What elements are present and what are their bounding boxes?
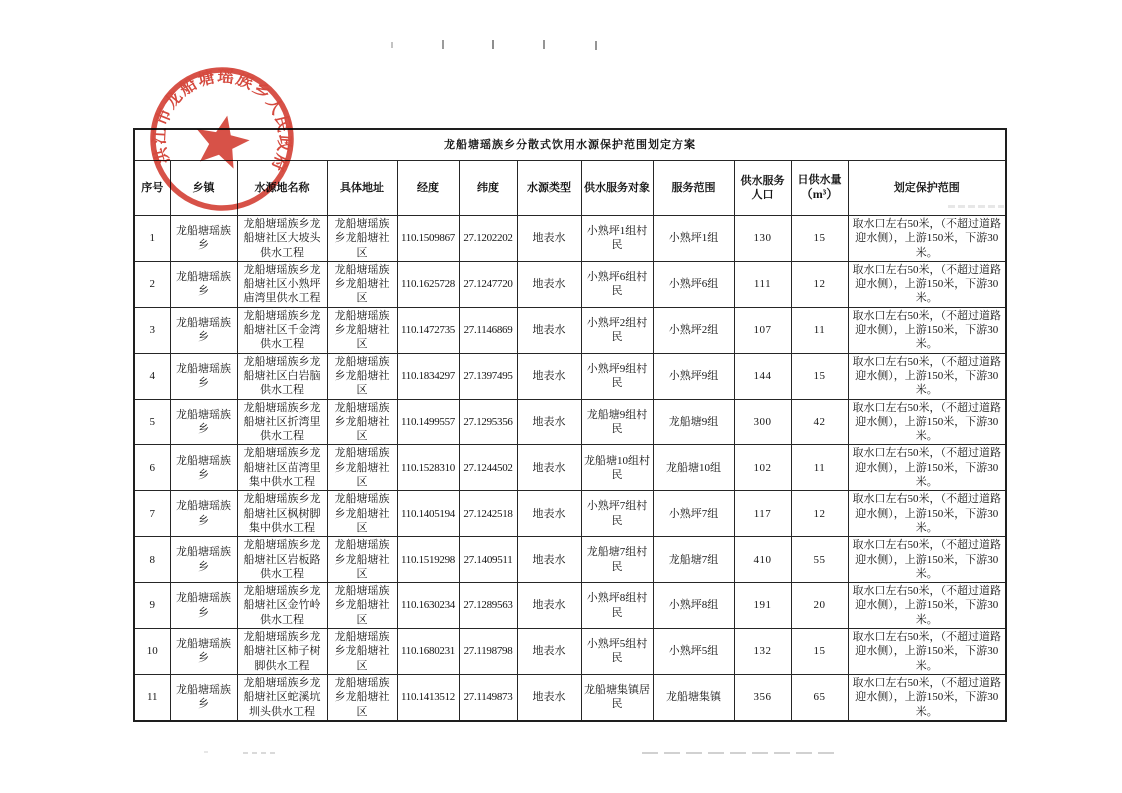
col-header-index: 序号 xyxy=(134,161,170,216)
cell-lat: 27.1149873 xyxy=(459,674,517,720)
cell-target: 小熟坪6组村民 xyxy=(581,261,653,307)
cell-lat: 27.1247720 xyxy=(459,261,517,307)
cell-name: 龙船塘瑶族乡龙船塘社区大坡头供水工程 xyxy=(237,216,327,262)
cell-pop: 107 xyxy=(734,307,791,353)
cell-town: 龙船塘瑶族乡 xyxy=(170,537,237,583)
cell-pop: 410 xyxy=(734,537,791,583)
cell-town: 龙船塘瑶族乡 xyxy=(170,399,237,445)
cell-type: 地表水 xyxy=(517,583,581,629)
cell-lon: 110.1680231 xyxy=(397,629,459,675)
cell-name: 龙船塘瑶族乡龙船塘社区苗湾里集中供水工程 xyxy=(237,445,327,491)
cell-lon: 110.1625728 xyxy=(397,261,459,307)
scan-tick-mark xyxy=(595,41,597,50)
cell-scope: 小熟坪9组 xyxy=(653,353,734,399)
cell-no: 5 xyxy=(134,399,170,445)
cell-addr: 龙船塘瑶族乡龙船塘社区 xyxy=(327,537,397,583)
col-header-daily-supply-unit: （m³） xyxy=(800,187,839,202)
cell-town: 龙船塘瑶族乡 xyxy=(170,583,237,629)
cell-addr: 龙船塘瑶族乡龙船塘社区 xyxy=(327,261,397,307)
table-row xyxy=(134,674,1006,720)
cell-no: 8 xyxy=(134,537,170,583)
cell-town: 龙船塘瑶族乡 xyxy=(170,216,237,262)
col-header-town: 乡镇 xyxy=(170,161,237,216)
water-source-protection-table xyxy=(133,128,1007,722)
cell-lon: 110.1405194 xyxy=(397,491,459,537)
cell-pop: 144 xyxy=(734,353,791,399)
cell-type: 地表水 xyxy=(517,537,581,583)
cell-scope: 龙船塘集镇 xyxy=(653,674,734,720)
table-row xyxy=(134,261,1006,307)
cell-town: 龙船塘瑶族乡 xyxy=(170,353,237,399)
col-header-service-scope: 服务范围 xyxy=(653,161,734,216)
cell-no: 6 xyxy=(134,445,170,491)
cell-addr: 龙船塘瑶族乡龙船塘社区 xyxy=(327,216,397,262)
cell-addr: 龙船塘瑶族乡龙船塘社区 xyxy=(327,583,397,629)
cell-lon: 110.1834297 xyxy=(397,353,459,399)
cell-no: 1 xyxy=(134,216,170,262)
cell-addr: 龙船塘瑶族乡龙船塘社区 xyxy=(327,399,397,445)
cell-daily: 15 xyxy=(791,353,848,399)
cell-protect: 取水口左右50米，（不超过道路迎水侧），上游150米，下游30米。 xyxy=(848,307,1006,353)
cell-name: 龙船塘瑶族乡龙船塘社区金竹岭供水工程 xyxy=(237,583,327,629)
cell-town: 龙船塘瑶族乡 xyxy=(170,261,237,307)
cell-name: 龙船塘瑶族乡龙船塘社区折湾里供水工程 xyxy=(237,399,327,445)
cell-no: 3 xyxy=(134,307,170,353)
cell-protect: 取水口左右50米，（不超过道路迎水侧），上游150米，下游30米。 xyxy=(848,674,1006,720)
cell-name: 龙船塘瑶族乡龙船塘社区枫树脚集中供水工程 xyxy=(237,491,327,537)
cell-target: 龙船塘9组村民 xyxy=(581,399,653,445)
cell-scope: 小熟坪2组 xyxy=(653,307,734,353)
table-row xyxy=(134,353,1006,399)
cell-name: 龙船塘瑶族乡龙船塘社区白岩脑供水工程 xyxy=(237,353,327,399)
scan-smudge xyxy=(243,752,277,754)
cell-daily: 15 xyxy=(791,216,848,262)
scan-tick-mark xyxy=(442,40,444,49)
cell-scope: 小熟坪5组 xyxy=(653,629,734,675)
cell-name: 龙船塘瑶族乡龙船塘社区小熟坪庙湾里供水工程 xyxy=(237,261,327,307)
cell-scope: 龙船塘7组 xyxy=(653,537,734,583)
col-header-daily-supply xyxy=(791,161,848,216)
cell-daily: 11 xyxy=(791,445,848,491)
cell-lat: 27.1202202 xyxy=(459,216,517,262)
table-row xyxy=(134,445,1006,491)
cell-scope: 小熟坪1组 xyxy=(653,216,734,262)
page-title: 龙船塘瑶族乡分散式饮用水源保护范围划定方案 xyxy=(134,129,1006,161)
cell-daily: 20 xyxy=(791,583,848,629)
col-header-longitude: 经度 xyxy=(397,161,459,216)
cell-lat: 27.1146869 xyxy=(459,307,517,353)
cell-lat: 27.1242518 xyxy=(459,491,517,537)
cell-addr: 龙船塘瑶族乡龙船塘社区 xyxy=(327,674,397,720)
cell-lon: 110.1528310 xyxy=(397,445,459,491)
cell-target: 小熟坪8组村民 xyxy=(581,583,653,629)
cell-no: 11 xyxy=(134,674,170,720)
cell-target: 小熟坪5组村民 xyxy=(581,629,653,675)
cell-addr: 龙船塘瑶族乡龙船塘社区 xyxy=(327,491,397,537)
cell-addr: 龙船塘瑶族乡龙船塘社区 xyxy=(327,629,397,675)
cell-name: 龙船塘瑶族乡龙船塘社区蛇溪坑圳头供水工程 xyxy=(237,674,327,720)
table-row xyxy=(134,216,1006,262)
cell-addr: 龙船塘瑶族乡龙船塘社区 xyxy=(327,353,397,399)
cell-target: 龙船塘7组村民 xyxy=(581,537,653,583)
cell-protect: 取水口左右50米，（不超过道路迎水侧），上游150米，下游30米。 xyxy=(848,537,1006,583)
table-header-row xyxy=(134,161,1006,216)
scan-smudge xyxy=(204,751,208,753)
cell-lat: 27.1289563 xyxy=(459,583,517,629)
cell-lat: 27.1295356 xyxy=(459,399,517,445)
cell-type: 地表水 xyxy=(517,261,581,307)
cell-lon: 110.1499557 xyxy=(397,399,459,445)
cell-type: 地表水 xyxy=(517,491,581,537)
cell-type: 地表水 xyxy=(517,629,581,675)
cell-lat: 27.1409511 xyxy=(459,537,517,583)
cell-lat: 27.1397495 xyxy=(459,353,517,399)
cell-lat: 27.1198798 xyxy=(459,629,517,675)
cell-no: 4 xyxy=(134,353,170,399)
cell-scope: 龙船塘9组 xyxy=(653,399,734,445)
cell-name: 龙船塘瑶族乡龙船塘社区柿子树脚供水工程 xyxy=(237,629,327,675)
cell-target: 龙船塘10组村民 xyxy=(581,445,653,491)
cell-pop: 111 xyxy=(734,261,791,307)
cell-daily: 55 xyxy=(791,537,848,583)
cell-lon: 110.1630234 xyxy=(397,583,459,629)
cell-type: 地表水 xyxy=(517,674,581,720)
cell-protect: 取水口左右50米，（不超过道路迎水侧），上游150米，下游30米。 xyxy=(848,491,1006,537)
cell-addr: 龙船塘瑶族乡龙船塘社区 xyxy=(327,307,397,353)
cell-type: 地表水 xyxy=(517,445,581,491)
table-row xyxy=(134,491,1006,537)
table-row xyxy=(134,307,1006,353)
cell-town: 龙船塘瑶族乡 xyxy=(170,491,237,537)
cell-town: 龙船塘瑶族乡 xyxy=(170,629,237,675)
cell-lat: 27.1244502 xyxy=(459,445,517,491)
cell-pop: 130 xyxy=(734,216,791,262)
col-header-latitude: 纬度 xyxy=(459,161,517,216)
cell-daily: 42 xyxy=(791,399,848,445)
table-row xyxy=(134,399,1006,445)
cell-target: 小熟坪7组村民 xyxy=(581,491,653,537)
seal-arc-text: 洪江市龙船塘瑶族乡人民政府 xyxy=(149,66,295,176)
cell-protect: 取水口左右50米，（不超过道路迎水侧），上游150米，下游30米。 xyxy=(848,216,1006,262)
scan-tick-mark xyxy=(391,42,393,48)
cell-protect: 取水口左右50米，（不超过道路迎水侧），上游150米，下游30米。 xyxy=(848,399,1006,445)
cell-pop: 300 xyxy=(734,399,791,445)
cell-pop: 191 xyxy=(734,583,791,629)
col-header-population: 供水服务人口 xyxy=(734,161,791,216)
cell-town: 龙船塘瑶族乡 xyxy=(170,445,237,491)
cell-town: 龙船塘瑶族乡 xyxy=(170,674,237,720)
col-header-address: 具体地址 xyxy=(327,161,397,216)
scan-tick-mark xyxy=(492,40,494,49)
cell-no: 9 xyxy=(134,583,170,629)
cell-type: 地表水 xyxy=(517,399,581,445)
col-header-water-type: 水源类型 xyxy=(517,161,581,216)
table-row xyxy=(134,537,1006,583)
cell-target: 小熟坪9组村民 xyxy=(581,353,653,399)
cell-lon: 110.1472735 xyxy=(397,307,459,353)
cell-scope: 龙船塘10组 xyxy=(653,445,734,491)
cell-no: 10 xyxy=(134,629,170,675)
cell-scope: 小熟坪7组 xyxy=(653,491,734,537)
cell-lon: 110.1519298 xyxy=(397,537,459,583)
cell-pop: 132 xyxy=(734,629,791,675)
cell-daily: 15 xyxy=(791,629,848,675)
cell-daily: 12 xyxy=(791,491,848,537)
cell-target: 小熟坪1组村民 xyxy=(581,216,653,262)
table-row xyxy=(134,583,1006,629)
cell-pop: 102 xyxy=(734,445,791,491)
col-header-source-name: 水源地名称 xyxy=(237,161,327,216)
cell-no: 2 xyxy=(134,261,170,307)
col-header-protection-range: 划定保护范围 xyxy=(848,161,1006,216)
scan-tick-mark xyxy=(543,40,545,49)
cell-name: 龙船塘瑶族乡龙船塘社区岩板路供水工程 xyxy=(237,537,327,583)
cell-daily: 65 xyxy=(791,674,848,720)
cell-type: 地表水 xyxy=(517,353,581,399)
cell-protect: 取水口左右50米，（不超过道路迎水侧），上游150米，下游30米。 xyxy=(848,261,1006,307)
cell-protect: 取水口左右50米，（不超过道路迎水侧），上游150米，下游30米。 xyxy=(848,583,1006,629)
cell-target: 小熟坪2组村民 xyxy=(581,307,653,353)
cell-town: 龙船塘瑶族乡 xyxy=(170,307,237,353)
cell-name: 龙船塘瑶族乡龙船塘社区千金湾供水工程 xyxy=(237,307,327,353)
cell-scope: 小熟坪6组 xyxy=(653,261,734,307)
table-title-row xyxy=(134,129,1006,161)
cell-no: 7 xyxy=(134,491,170,537)
cell-addr: 龙船塘瑶族乡龙船塘社区 xyxy=(327,445,397,491)
scan-smudge xyxy=(948,205,1004,208)
cell-daily: 11 xyxy=(791,307,848,353)
cell-scope: 小熟坪8组 xyxy=(653,583,734,629)
cell-type: 地表水 xyxy=(517,307,581,353)
cell-target: 龙船塘集镇居民 xyxy=(581,674,653,720)
table-row xyxy=(134,629,1006,675)
cell-pop: 356 xyxy=(734,674,791,720)
scan-smudge xyxy=(642,752,834,754)
col-header-daily-supply-label: 日供水量 xyxy=(797,174,842,187)
cell-pop: 117 xyxy=(734,491,791,537)
cell-protect: 取水口左右50米，（不超过道路迎水侧），上游150米，下游30米。 xyxy=(848,629,1006,675)
cell-daily: 12 xyxy=(791,261,848,307)
col-header-service-target: 供水服务对象 xyxy=(581,161,653,216)
cell-protect: 取水口左右50米，（不超过道路迎水侧），上游150米，下游30米。 xyxy=(848,445,1006,491)
cell-lon: 110.1413512 xyxy=(397,674,459,720)
cell-type: 地表水 xyxy=(517,216,581,262)
cell-protect: 取水口左右50米，（不超过道路迎水侧），上游150米，下游30米。 xyxy=(848,353,1006,399)
cell-lon: 110.1509867 xyxy=(397,216,459,262)
